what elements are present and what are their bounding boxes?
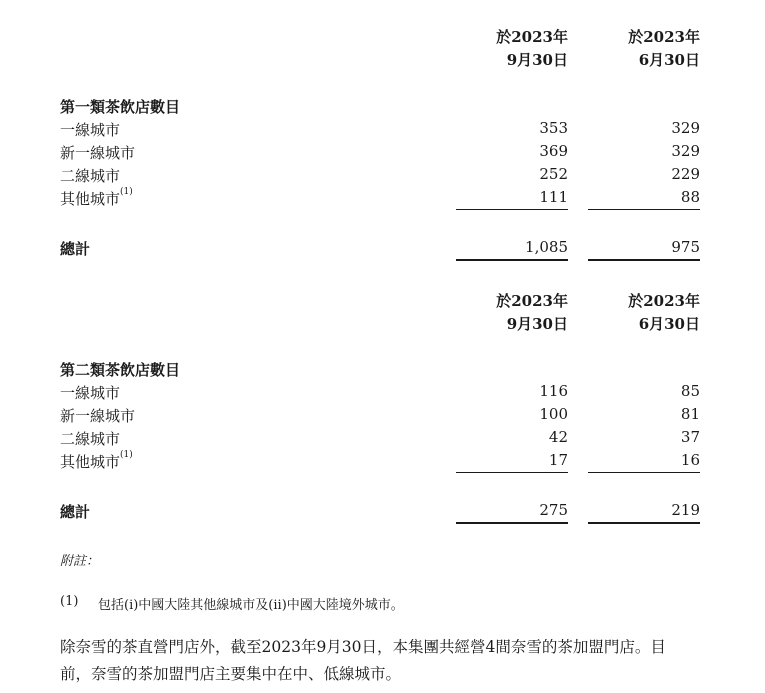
column-header-date-2: 於2023年 6月30日 <box>628 28 700 69</box>
total-rule <box>456 259 568 261</box>
subtotal-rule <box>588 472 700 473</box>
column-header-date-1: 於2023年 9月30日 <box>496 292 568 333</box>
column-header-date-1: 於2023年 9月30日 <box>496 28 568 69</box>
subtotal-rule <box>456 209 568 210</box>
total-rule <box>588 259 700 261</box>
footnote-marker: (1) <box>120 450 133 460</box>
notes-title: 附註： <box>60 554 100 569</box>
body-paragraph: 除奈雪的茶直營門店外，截至2023年9月30日，本集團共經營4間奈雪的茶加盟門店。目 前，奈雪的茶加盟門店主要集中在中、低線城市。 <box>60 638 666 683</box>
total-rule <box>588 522 700 524</box>
subtotal-rule <box>456 472 568 473</box>
total-rule <box>456 522 568 524</box>
category-title: 第二類茶飲店數目 <box>60 361 181 379</box>
column-header-date-2: 於2023年 6月30日 <box>628 292 700 333</box>
subtotal-rule <box>588 209 700 210</box>
category-title: 第一類茶飲店數目 <box>60 98 181 116</box>
footnote-marker: (1) <box>120 187 133 197</box>
